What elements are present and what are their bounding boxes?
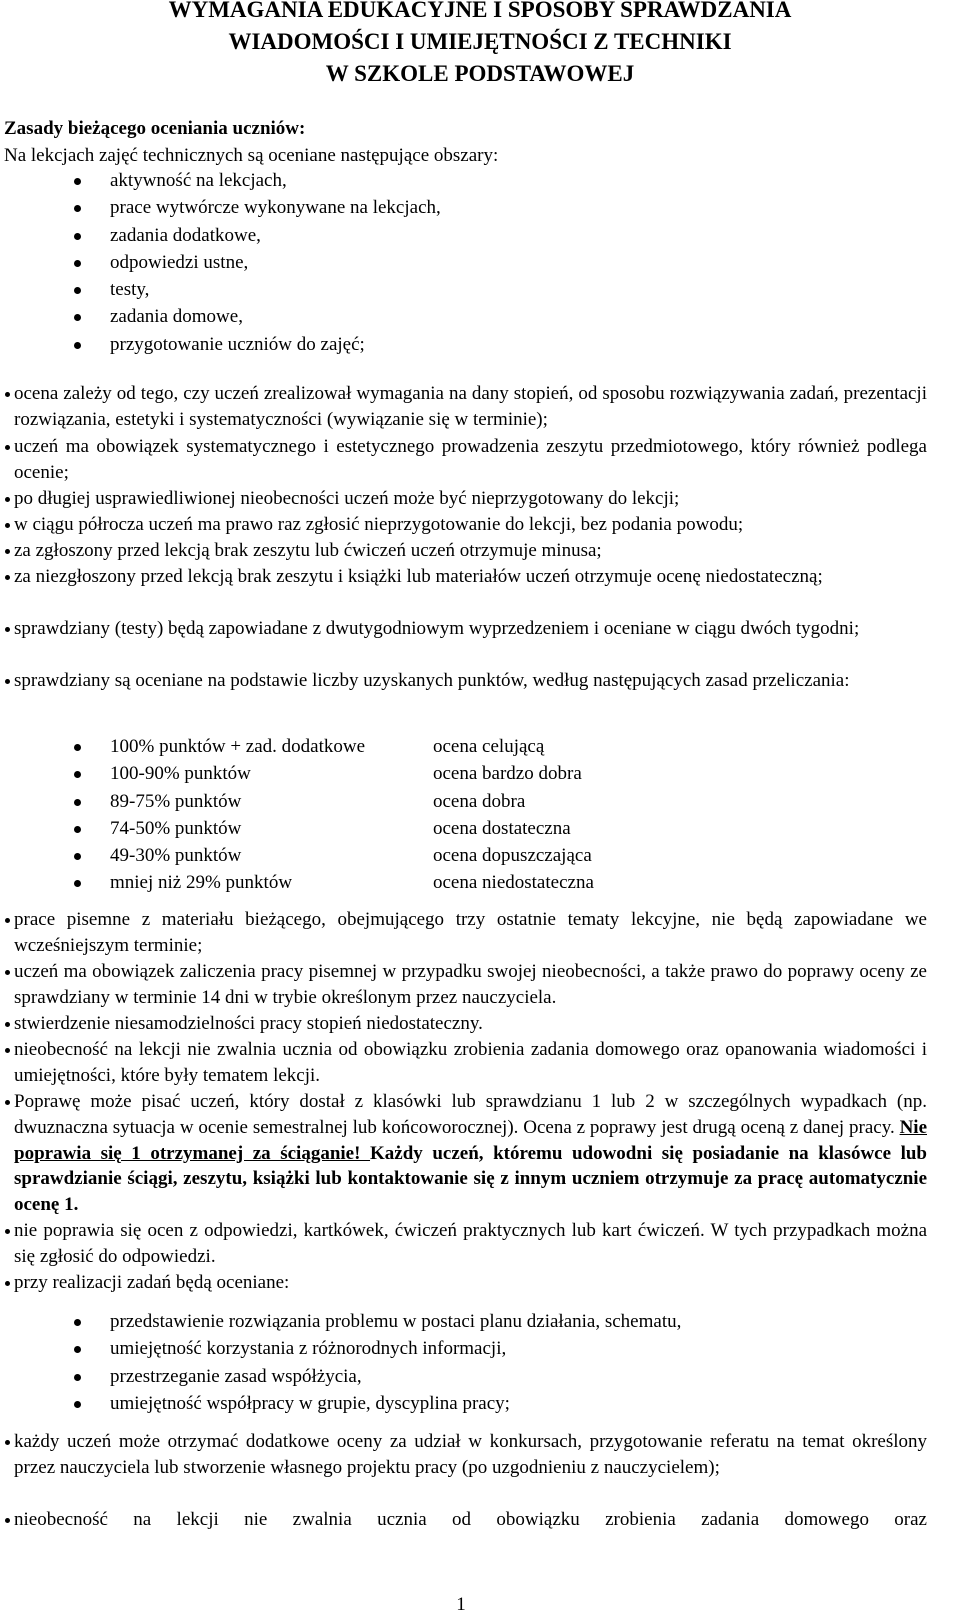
bullet-icon	[74, 260, 81, 267]
rule-paragraph: nieobecność na lekcji nie zwalnia ucznia od obowiązku zrobienia zadania domowego oraz opanowania wiadomości i umiejętności, które były tematem lekcji.	[14, 1037, 927, 1089]
rule-paragraph: za niezgłoszony przed lekcją brak zeszytu i książki lub materiałów uczeń otrzymuje ocenę niedostateczną;	[14, 564, 927, 590]
rule-paragraph: nieobecność na lekcji nie zwalnia ucznia od obowiązku zrobienia zadania domowego oraz	[14, 1507, 927, 1533]
rule-paragraph: stwierdzenie niesamodzielności pracy stopień niedostateczny.	[14, 1011, 927, 1037]
bullet-icon	[74, 178, 81, 185]
bullet-icon	[74, 853, 81, 860]
rule-paragraph: przy realizacji zadań będą oceniane:	[14, 1270, 927, 1296]
assessed-areas-list	[110, 167, 441, 358]
rule-paragraph: ocena zależy od tego, czy uczeń zrealizował wymagania na dany stopień, od sposobu rozwiązywania zadań, prezentacji rozwiązania, estetyki i systematyczności (wywiązanie się w terminie);	[14, 381, 927, 433]
bullet-icon	[74, 744, 81, 751]
page-number: 1	[456, 1594, 466, 1615]
title-line-3: W SZKOLE PODSTAWOWEJ	[325, 61, 635, 86]
list-item: testy,	[110, 276, 441, 303]
document-page: WYMAGANIA EDUKACYJNE I SPOSOBY SPRAWDZANIA WIADOMOŚCI I UMIEJĘTNOŚCI Z TECHNIKI W SZKOLE PODSTAWOWEJ Zasady bieżącego oceniania uczniów: Na lekcjach zajęć technicznych są oceniane następujące obszary: aktywność na lekcjach, prace wytwórcze wykonywane na lekcjach, zadania dodatkowe, odpowiedzi ustne, testy, zadania domowe, przygotowanie uczniów do zajęć; ocena zależy od tego, czy uczeń zrealizował wymagania na dany stopień, od sposobu rozwiązywania zadań, prezentacji rozwiązania, estetyki i systematyczności (wywiązanie się w terminie); uczeń ma obowiązek systematycznego i estetycznego prowadzenia zeszytu przedmiotowego, który również podlega ocenie; po długiej usprawiedliwionej nieobecności uczeń może być nieprzygotowany do lekcji; w ciągu półrocza uczeń ma prawo raz zgłosić nieprzygotowanie do lekcji, bez podania powodu; za zgłoszony przed lekcją brak zeszytu lub ćwiczeń uczeń otrzymuje minusa; za niezgłoszony przed lekcją brak zeszytu i książki lub materiałów uczeń otrzymuje ocenę niedostateczną; sprawdziany (testy) będą zapowiadane z dwutygodniowym wyprzedzeniem i oceniane w ciągu dwóch tygodni; sprawdziany są oceniane na podstawie liczby uzyskanych punktów, według następujących zasad przeliczania: 100% punktów + zad. dodatkowe ocena celującą 100-90% punktów ocena bardzo dobra 89-75% punktów ocena dobra 74-50% punktów ocena dostateczna 49-30% punktów ocena dopuszczająca mniej niż 29% punktów ocena niedostateczna prace pisemne z materiału bieżącego, obejmującego trzy ostatnie tematy lekcyjne, nie będą zapowiadane we wcześniejszym terminie; uczeń ma obowiązek zaliczenia pracy pisemnej w przypadku swojej nieobecności, a także prawo do poprawy oceny ze sprawdziany w terminie 14 dni w trybie określonym przez nauczyciela. stwierdzenie niesamodzielności pracy stopień niedostateczny. nieobecność na lekcji nie zwalnia ucznia od obowiązku zrobienia zadania domowego oraz opanowania wiadomości i umiejętności, które były tematem lekcji. Poprawę może pisać uczeń, który dostał z klasówki lub sprawdzianu 1 lub 2 w szczególnych wypadkach (np. dwuznaczna sytuacja w ocenie semestralnej lub końcoworocznej). Ocena z poprawy jest drugą oceną z danej pracy. Nie poprawia się 1 otrzymanej za ściąganie! Każdy uczeń, któremu udowodni się posiadanie na klasówce lub sprawdzianie ściągi, zeszytu, książki lub kontaktowanie się z innym uczniem otrzymuje za pracę automatycznie ocenę 1. nie poprawia się ocen z odpowiedzi, kartkówek, ćwiczeń praktycznych lub kart ćwiczeń. W tych przypadkach można się zgłosić do odpowiedzi. przy realizacji zadań będą oceniane: przedstawienie rozwiązania problemu w postaci planu działania, schematu, umiejętność korzystania z różnorodnych informacji, przestrzeganie zasad współżycia, umiejętność współpracy w grupie, dyscyplina pracy; każdy uczeń może otrzymać dodatkowe oceny za udział w konkursach, przygotowanie referatu na temat określony przez nauczyciela lub stworzenie własnego projektu pracy (po uzgodnieniu z nauczycielem); nieobecność na lekcji nie zwalnia ucznia od obowiązku zrobienia zadania domowego oraz 1	[0, 0, 960, 1620]
bullet-icon	[74, 233, 81, 240]
list-item: zadania dodatkowe,	[110, 222, 441, 249]
bullet-icon	[74, 205, 81, 212]
list-item: prace wytwórcze wykonywane na lekcjach,	[110, 194, 441, 221]
bullet-icon	[74, 1319, 81, 1326]
rule-paragraph: w ciągu półrocza uczeń ma prawo raz zgłosić nieprzygotowanie do lekcji, bez podania powodu;	[14, 512, 927, 538]
bullet-icon	[74, 799, 81, 806]
rule-paragraph: uczeń ma obowiązek zaliczenia pracy pisemnej w przypadku swojej nieobecności, a także prawo do poprawy oceny ze sprawdziany w terminie 14 dni w trybie określonym przez nauczyciela.	[14, 959, 927, 1011]
list-item: odpowiedzi ustne,	[110, 249, 441, 276]
bullet-icon	[74, 1401, 81, 1408]
no-correction-warning: Nie poprawia się 1 otrzymanej za ściąganie!	[14, 1116, 927, 1164]
bullet-icon	[74, 342, 81, 349]
task-criteria-list	[110, 1308, 681, 1417]
rule-paragraph: prace pisemne z materiału bieżącego, obejmującego trzy ostatnie tematy lekcyjne, nie będą zapowiadane we wcześniejszym terminie;	[14, 907, 927, 959]
list-item: przestrzeganie zasad współżycia,	[110, 1363, 681, 1390]
list-item: przygotowanie uczniów do zajęć;	[110, 331, 441, 358]
section-heading: Zasady bieżącego oceniania uczniów:	[4, 118, 306, 139]
list-item: przedstawienie rozwiązania problemu w postaci planu działania, schematu,	[110, 1308, 681, 1335]
title-line-2: WIADOMOŚCI I UMIEJĘTNOŚCI Z TECHNIKI	[228, 29, 732, 54]
bullet-icon	[74, 771, 81, 778]
cheating-rule: Każdy uczeń, któremu udowodni się posiadanie na klasówce lub sprawdzianie ściągi, zeszytu, książki lub kontaktowanie się z innym uczniem otrzymuje za pracę automatycznie ocenę 1.	[14, 1142, 928, 1216]
rule-paragraph: po długiej usprawiedliwionej nieobecności uczeń może być nieprzygotowany do lekcji;	[14, 486, 927, 512]
rule-paragraph: każdy uczeń może otrzymać dodatkowe oceny za udział w konkursach, przygotowanie referatu na temat określony przez nauczyciela lub stworzenie własnego projektu pracy (po uzgodnieniu z nauczycielem);	[14, 1429, 927, 1481]
correction-rule-paragraph: Poprawę może pisać uczeń, który dostał z klasówki lub sprawdzianu 1 lub 2 w szczególnych wypadkach (np. dwuznaczna sytuacja w ocenie semestralnej lub końcoworocznej). Ocena z poprawy jest drugą oceną z danej pracy. Nie poprawia się 1 otrzymanej za ściąganie! Każdy uczeń, któremu udowodni się posiadanie na klasówce lub sprawdzianie ściągi, zeszytu, książki lub kontaktowanie się z innym uczniem otrzymuje za pracę automatycznie ocenę 1.	[14, 1089, 927, 1218]
list-item: aktywność na lekcjach,	[110, 167, 441, 194]
rule-paragraph: za zgłoszony przed lekcją brak zeszytu lub ćwiczeń uczeń otrzymuje minusa;	[14, 538, 927, 564]
list-item: zadania domowe,	[110, 303, 441, 330]
bullet-icon	[74, 1346, 81, 1353]
rule-paragraph: nie poprawia się ocen z odpowiedzi, kartkówek, ćwiczeń praktycznych lub kart ćwiczeń. W tych przypadkach można się zgłosić do odpowiedzi.	[14, 1218, 927, 1270]
bullet-icon	[74, 880, 81, 887]
rule-paragraph: uczeń ma obowiązek systematycznego i estetycznego prowadzenia zeszytu przedmiotowego, który również podlega ocenie;	[14, 434, 927, 486]
intro-text: Na lekcjach zajęć technicznych są oceniane następujące obszary:	[4, 145, 499, 166]
bullet-icon	[74, 314, 81, 321]
title-line-1: WYMAGANIA EDUKACYJNE I SPOSOBY SPRAWDZANIA	[168, 0, 792, 22]
bullet-icon	[74, 826, 81, 833]
rule-paragraph: sprawdziany są oceniane na podstawie liczby uzyskanych punktów, według następujących zasad przeliczania:	[14, 668, 927, 694]
bullet-icon	[74, 1374, 81, 1381]
rule-paragraph: sprawdziany (testy) będą zapowiadane z dwutygodniowym wyprzedzeniem i oceniane w ciągu dwóch tygodni;	[14, 616, 927, 642]
list-item: umiejętność współpracy w grupie, dyscyplina pracy;	[110, 1390, 681, 1417]
bullet-icon	[74, 287, 81, 294]
list-item: umiejętność korzystania z różnorodnych informacji,	[110, 1335, 681, 1362]
